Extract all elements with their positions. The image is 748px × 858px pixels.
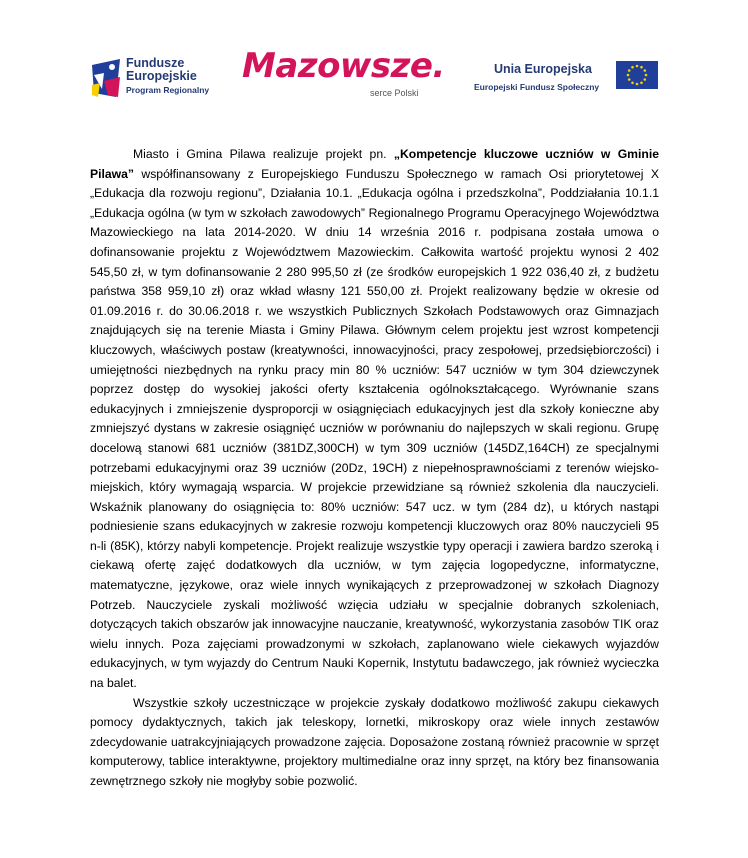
document-body (90, 145, 659, 792)
fe-logo-line3: Program Regionalny (126, 85, 210, 95)
mazowsze-logo (242, 46, 445, 104)
unia-europejska-logo (474, 62, 664, 102)
fundusze-europejskie-text (126, 57, 209, 97)
paragraph-intro: Miasto i Gmina Pilawa realizuje projekt pn. (133, 147, 394, 161)
paragraph-details: współfinansowany z Europejskiego Funduszu Społecznego w ramach Osi priorytetowej X „Edukacja dla rozwoju regionu”, Działania 10.1. „Edukacja ogólna i przedszkolna”, Poddziałania 10.1.1 „Edukacja ogólna (w tym w szkołach zawodowych” Regionalnego Programu Operacyjnego Województwa Mazowieckiego na lata 2014-2020. W dniu 14 września 2016 r. podpisana została umowa o dofinansowanie projektu z Województwem Mazowieckim. Całkowita wartość projektu wynosi 2 402 545,50 zł, w tym dofinansowanie 2 280 995,50 zł (ze środków europejskich 1 922 036,40 zł, z budżetu państwa 358 959,10 zł) oraz wkład własny 121 550,00 zł. Projekt realizowany będzie w okresie od 01.09.2016 r. do 30.06.2018 r. we wszystkich Publicznych Szkołach Podstawowych oraz Gimnazjach znajdujących się na terenie Miasta i Gminy Pilawa. Głównym celem projektu jest wzrost kompetencji kluczowych, właściwych postaw (kreatywności, innowacyjności, pracy zespołowej, przedsiębiorczości) i umiejętności niezbędnych na rynku pracy min 80 % uczniów: 547 uczniów w tym 304 dziewczynek poprzez dostęp do wysokiej jakości oferty kształcenia ogólnokształcącego. Wyrównanie szans edukacyjnych i zmniejszenie dysproporcji w osiągnięciach edukacyjnych jest dla szkoły konieczne aby zmniejszyć dystans w zakresie osiągnięć uczniów w porównaniu do najlepszych w skali regionu. Grupę docelową stanowi 681 uczniów (381DZ,300CH) w tym 309 uczniów (145DZ,164CH) ze specjalnymi potrzebami edukacyjnymi oraz 39 uczniów (20Dz, 19CH) z niepełnosprawnościami z terenów wiejsko-miejskich, który wymagają wsparcia. W projekcie przewidziane są również szkolenia dla nauczycieli. Wskaźnik planowany do osiągnięcia to: 80% uczniów: 547 ucz. w tym (284 dz), u których nastąpi podniesienie szans edukacyjnych w zakresie rozwoju kompetencji kluczowych oraz 80% nauczycieli 95 n-li (85K), którzy nabyli kompetencje. Projekt realizuje wszystkie typy operacji i zawiera bardzo szeroką i ciekawą ofertę zajęć dodatkowych dla uczniów, w tym zajęcia logopedyczne, informatyczne, matematyczne, językowe, oraz wiele innych wynikających z przeprowadzonej w szkołach Diagnozy Potrzeb. Nauczyciele zyskali możliwość wzięcia udziału w specjalnie dobranych szkoleniach, dotyczących takich obszarów jak innowacyjne nauczanie, kreatywność, wykorzystania zasobów TIK oraz wielu innych. Poza zajęciami prowadzonymi w szkołach, zaplanowano wiele ciekawych wyjazdów edukacyjnych, w tym wyjazdy do Centrum Nauki Kopernik, Instytutu badawczego, jak również wycieczka na balet. (90, 166, 659, 691)
project-title: „Kompetencje kluczowe uczniów w Gminie Pilawa” (90, 147, 660, 181)
mazowsze-tagline: serce Polski (370, 88, 419, 98)
fundusze-europejskie-logo (90, 55, 220, 99)
fe-logo-line1: Fundusze (126, 56, 185, 70)
paragraph-project-description (90, 145, 659, 694)
fundusze-europejskie-star-icon (90, 55, 122, 99)
ue-logo-title: Unia Europejska (494, 62, 592, 76)
fe-logo-line2: Europejskie (126, 69, 197, 83)
ue-logo-subtitle: Europejski Fundusz Społeczny (474, 82, 600, 92)
mazowsze-wordmark: Mazowsze. (242, 46, 445, 86)
logo-bar (0, 46, 748, 110)
paragraph-equipment: Wszystkie szkoły uczestniczące w projekcie zyskały dodatkowo możliwość zakupu ciekawych pomocy dydaktycznych, takich jak teleskopy, lornetki, mikroskopy oraz wiele innych zestawów zdecydowanie uatrakcyjniających prowadzone zajęcia. Doposażone zostaną również pracownie w sprzęt komputerowy, tablice interaktywne, projektory multimedialne oraz inny sprzęt, na który bez finansowania zewnętrznego szkoły nie mogłyby sobie pozwolić. (90, 695, 659, 788)
eu-flag-icon (616, 61, 658, 89)
